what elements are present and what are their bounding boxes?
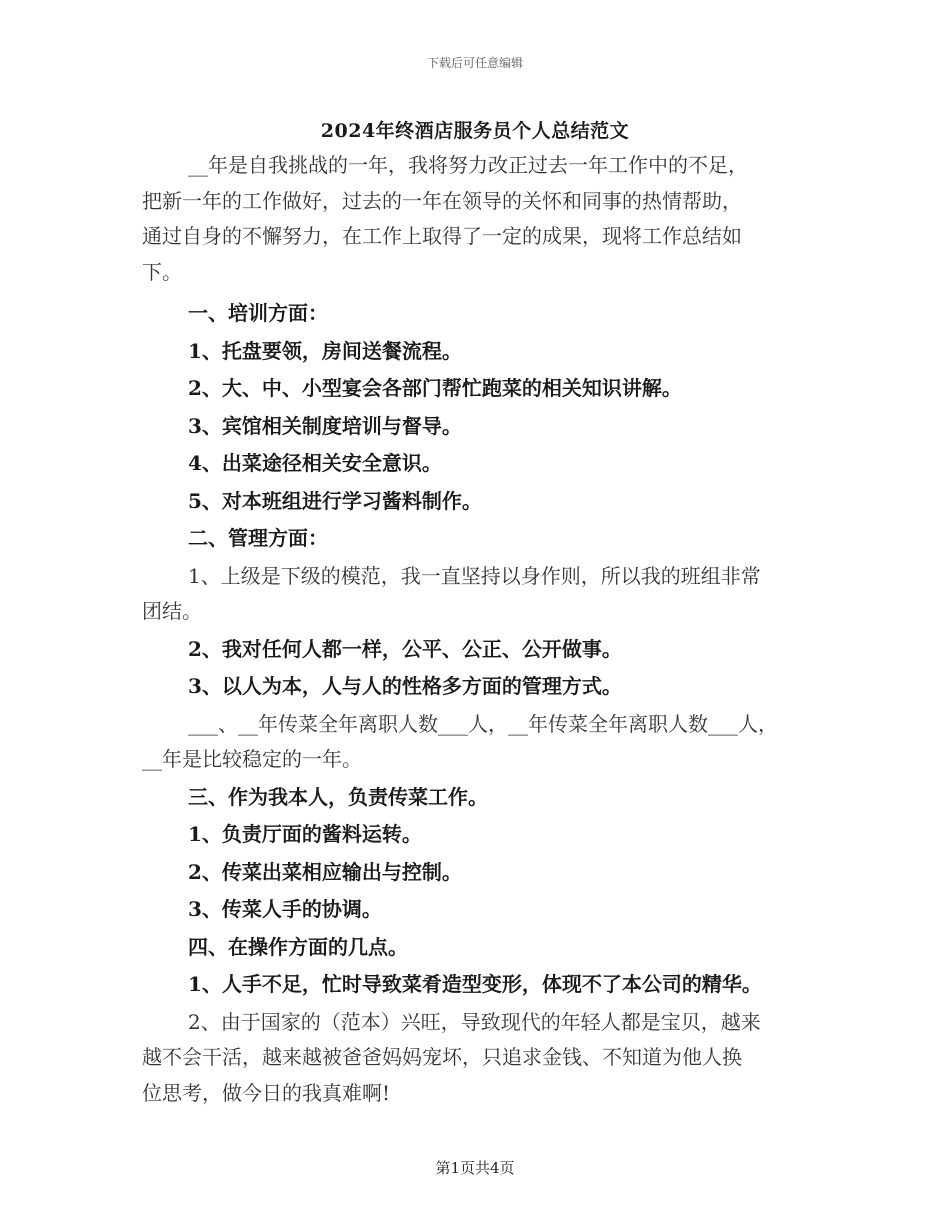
section2-item-2: 2、我对任何人都一样，公平、公正、公开做事。 [188,636,622,661]
section1-heading: 一、培训方面： [188,301,328,325]
section4-item2-line-1: 2、由于国家的（范本）兴旺，导致现代的年轻人都是宝贝，越来 [188,1009,761,1034]
section1-item-4: 4、出菜途径相关安全意识。 [188,451,442,475]
section2-stats-line-2: __年是比较稳定的一年。 [142,747,362,771]
intro-line-4: 下。 [142,259,182,284]
header-note: 下载后可任意编辑 [426,56,523,70]
section1-item-5: 5、对本班组进行学习酱料制作。 [188,488,482,513]
section3-item-3: 3、传菜人手的协调。 [188,897,382,921]
section1-item-3: 3、宾馆相关制度培训与督导。 [188,413,462,438]
section4-item2-line-3: 位思考，做今日的我真难啊! [142,1080,391,1105]
section2-item-3: 3、以人为本，人与人的性格多方面的管理方式。 [188,674,622,698]
section2-heading: 二、管理方面： [188,526,328,550]
intro-line-2: 把新一年的工作做好，过去的一年在领导的关怀和同事的热情帮助， [142,188,742,213]
section1-item-1: 1、托盘要领，房间送餐流程。 [188,338,462,363]
intro-line-3: 通过自身的不懈努力，在工作上取得了一定的成果，现将工作总结如 [142,224,742,248]
section4-item-1: 1、人手不足，忙时导致菜肴造型变形，体现不了本公司的精华。 [188,972,762,996]
section1-item-2: 2、大、中、小型宴会各部门帮忙跑菜的相关知识讲解。 [188,376,682,400]
document-title: 2024年终酒店服务员个人总结范文 [320,120,630,142]
page-footer: 第1页共4页 [435,1159,515,1177]
section2-item1-line-1: 1、上级是下级的模范，我一直坚持以身作则，所以我的班组非常 [188,563,761,588]
section3-item-1: 1、负责厅面的酱料运转。 [188,822,422,846]
section3-heading: 三、作为我本人，负责传菜工作。 [188,784,488,809]
section4-item2-line-2: 越不会干活，越来越被爸爸妈妈宠坏，只追求金钱、不知道为他人换 [142,1045,742,1069]
section4-heading: 四、在操作方面的几点。 [188,934,408,959]
section2-item1-line-2: 团结。 [142,599,202,623]
section2-stats-line-1: ___、__年传菜全年离职人数___人，__年传菜全年离职人数___人， [188,711,778,736]
document-body [142,148,822,1111]
section3-item-2: 2、传菜出菜相应输出与控制。 [188,859,462,884]
intro-line-1: __年是自我挑战的一年，我将努力改正过去一年工作中的不足， [188,153,748,177]
